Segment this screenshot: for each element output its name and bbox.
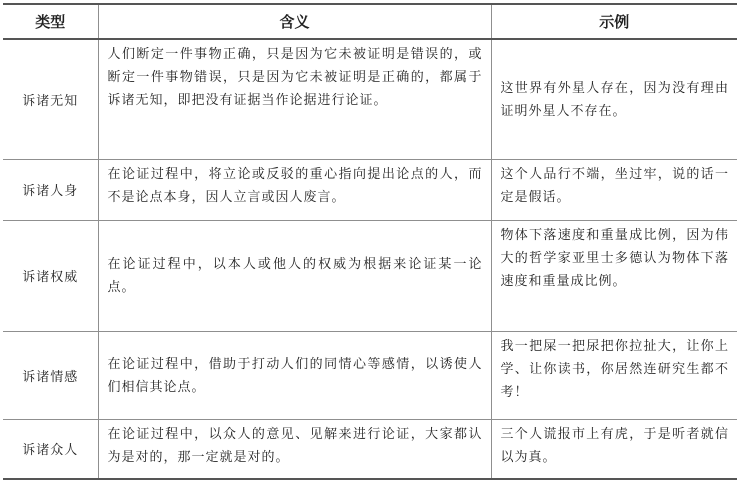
example-cell: 这个人品行不端，坐过牢，说的话一定是假话。 <box>491 159 737 220</box>
example-cell: 这世界有外星人存在，因为没有理由证明外星人不存在。 <box>491 39 737 159</box>
example-cell: 我一把屎一把尿把你拉扯大，让你上学、让你读书，你居然连研究生都不考！ <box>491 331 737 419</box>
meaning-cell: 在论证过程中，以众人的意见、见解来进行论证，大家都认为是对的，那一定就是对的。 <box>98 419 491 479</box>
table-row <box>3 331 737 419</box>
example-cell: 物体下落速度和重量成比例，因为伟大的哲学家亚里士多德认为物体下落速度和重量成比例。 <box>491 220 737 331</box>
table-header-row <box>3 4 737 39</box>
table-row <box>3 220 737 331</box>
type-cell: 诉诸无知 <box>3 39 98 159</box>
type-cell: 诉诸众人 <box>3 419 98 479</box>
header-type: 类型 <box>3 4 98 39</box>
type-cell: 诉诸人身 <box>3 159 98 220</box>
table-row <box>3 419 737 479</box>
type-cell: 诉诸权威 <box>3 220 98 331</box>
fallacy-table <box>3 3 737 480</box>
meaning-cell: 在论证过程中，以本人或他人的权威为根据来论证某一论点。 <box>98 220 491 331</box>
meaning-cell: 在论证过程中，将立论或反驳的重心指向提出论点的人，而不是论点本身，因人立言或因人废言。 <box>98 159 491 220</box>
example-cell: 三个人谎报市上有虎，于是听者就信以为真。 <box>491 419 737 479</box>
meaning-cell: 人们断定一件事物正确，只是因为它未被证明是错误的，或断定一件事物错误，只是因为它未被证明是正确的，都属于诉诸无知，即把没有证据当作论据进行论证。 <box>98 39 491 159</box>
header-example: 示例 <box>491 4 737 39</box>
table-row <box>3 39 737 159</box>
table-row <box>3 159 737 220</box>
header-meaning: 含义 <box>98 4 491 39</box>
meaning-cell: 在论证过程中，借助于打动人们的同情心等感情，以诱使人们相信其论点。 <box>98 331 491 419</box>
type-cell: 诉诸情感 <box>3 331 98 419</box>
